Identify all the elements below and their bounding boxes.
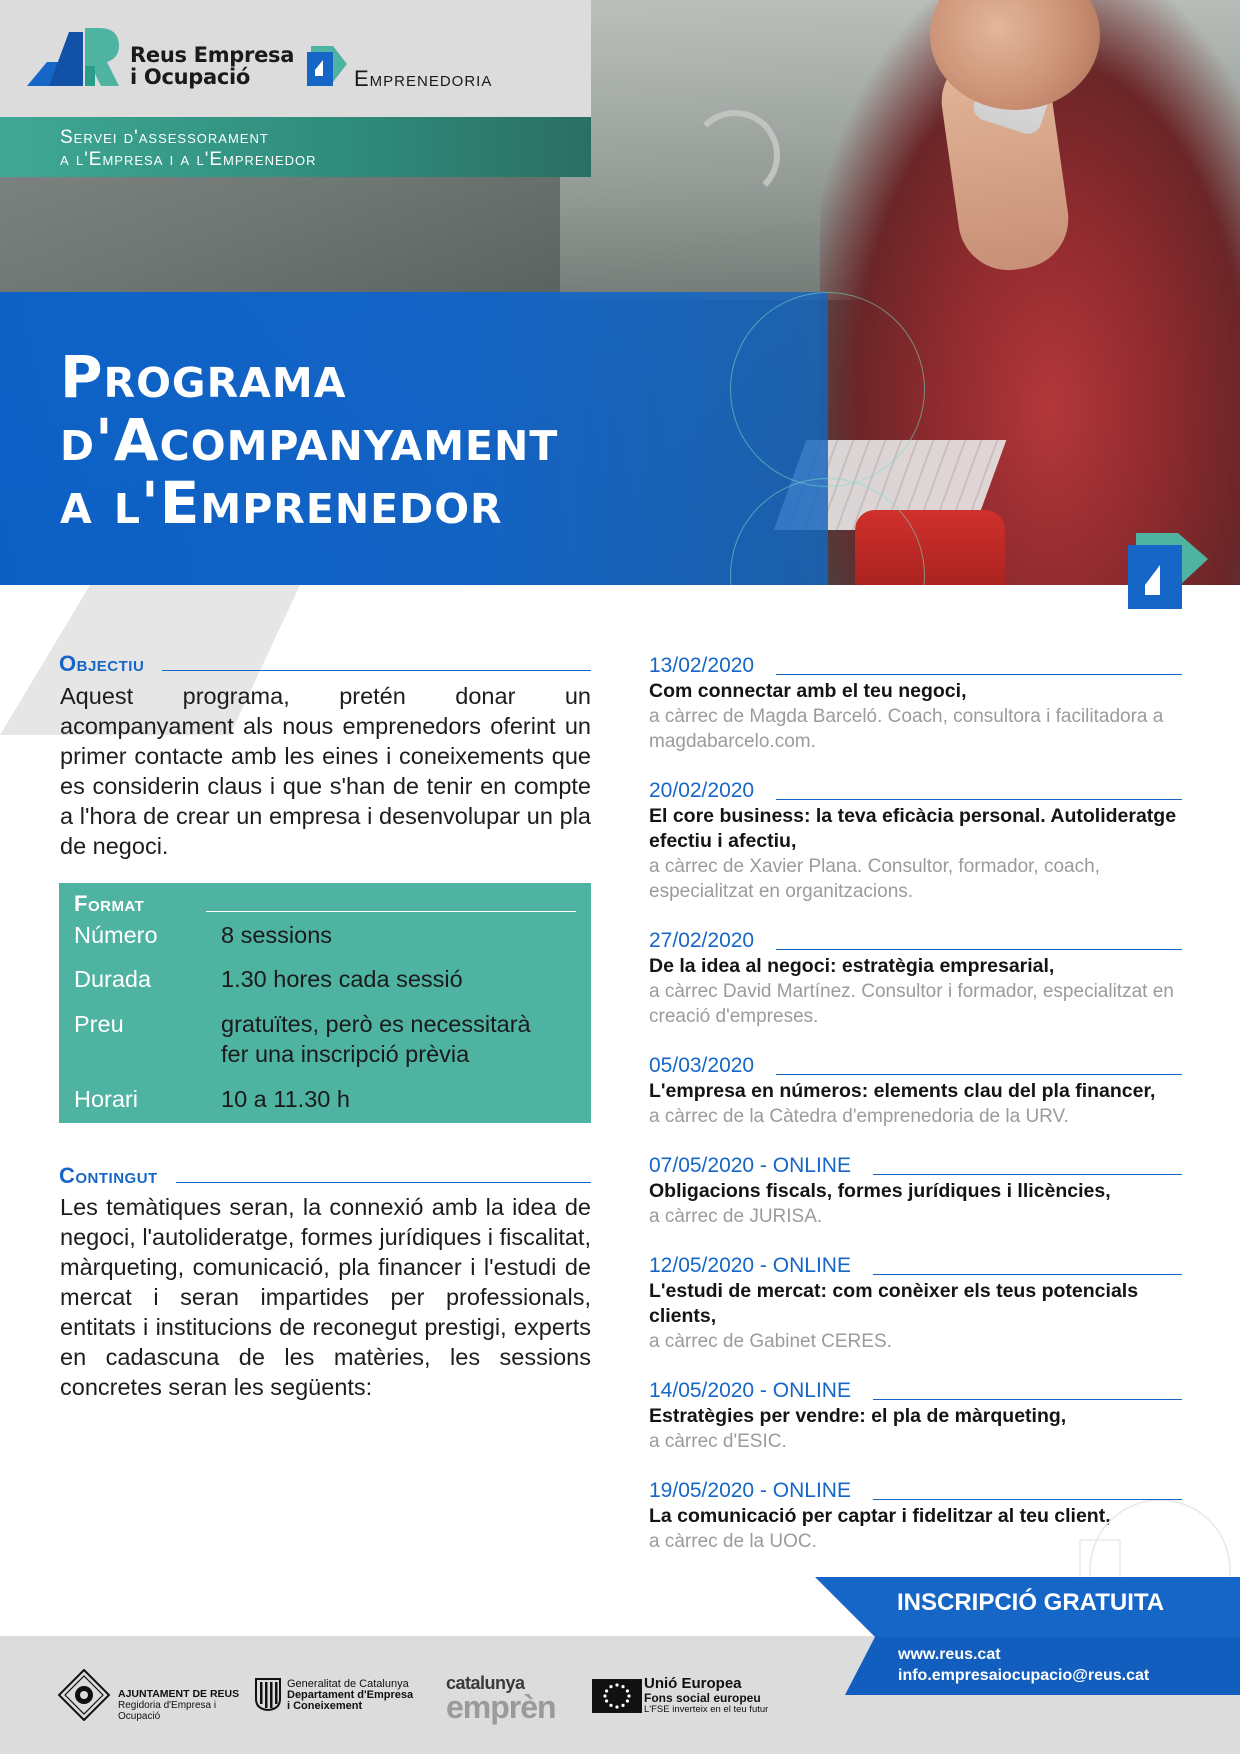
session-speaker: a càrrec de Magda Barceló. Coach, consultora i facilitadora a magdabarcelo.com. — [649, 706, 1164, 752]
session-title: L'estudi de mercat: com conèixer els teus potencials clients, — [649, 1280, 1139, 1327]
emprenedoria-label: Emprenedoria — [354, 66, 493, 91]
format-box — [59, 883, 591, 1123]
format-row-preu: Preu gratuïtes, però es necessitarà fer una inscripció prèvia — [74, 1011, 531, 1067]
session-date: 12/05/2020 - ONLINE — [649, 1254, 851, 1277]
reus-empresa-logo — [27, 26, 123, 88]
session-item — [649, 1379, 1182, 1454]
format-row-numero: Número 8 sessions — [74, 922, 333, 948]
objectiu-heading: Objectiu — [59, 651, 591, 677]
service-band — [0, 117, 591, 177]
website-link[interactable]: www.reus.cat — [898, 1646, 1001, 1663]
ajuntament-reus-logo — [58, 1669, 110, 1721]
session-date: 27/02/2020 — [649, 929, 755, 952]
session-speaker: a càrrec de la UOC. — [649, 1531, 817, 1552]
session-item — [649, 1154, 1182, 1229]
page-title: Programa d'Acompanyament a l'Emprenedor — [60, 343, 559, 537]
emprenedoria-corner-logo — [1128, 533, 1208, 616]
format-row-durada: Durada 1.30 hores cada sessió — [74, 966, 463, 992]
ajuntament-reus-label: AJUNTAMENT DE REUS Regidoria d'Empresa i Ocupació — [118, 1688, 240, 1722]
session-speaker: a càrrec de la Càtedra d'emprenedoria de la URV. — [649, 1106, 1069, 1127]
session-date: 14/05/2020 - ONLINE — [649, 1379, 851, 1402]
session-speaker: a càrrec de Xavier Plana. Consultor, formador, coach, especialitzat en organitzacions. — [649, 856, 1100, 902]
session-speaker: a càrrec de JURISA. — [649, 1206, 823, 1227]
hero-banner — [0, 0, 1240, 585]
session-date: 19/05/2020 - ONLINE — [649, 1479, 851, 1502]
session-item — [649, 1054, 1182, 1129]
session-speaker: a càrrec d'ESIC. — [649, 1431, 787, 1452]
format-row-horari: Horari 10 a 11.30 h — [74, 1086, 350, 1112]
catalunya-logo-bottom: emprèn — [446, 1689, 556, 1725]
session-date: 05/03/2020 — [649, 1054, 755, 1077]
session-title: El core business: la teva eficàcia personal. Autolideratge efectiu i afectiu, — [649, 805, 1177, 852]
session-date: 13/02/2020 — [649, 654, 755, 677]
decorative-circle — [730, 292, 925, 487]
format-heading: Format — [74, 891, 576, 917]
session-title: L'empresa en números: elements clau del pla financer, — [649, 1080, 1156, 1102]
catalunya-logo-top: catalunya — [446, 1673, 525, 1693]
eu-flag-icon — [592, 1679, 642, 1713]
objectiu-text: Aquest programa, pretén donar un acompanyament als nous emprenedors oferint un primer contacte amb les eines i coneixements que es considerin claus i que s'han de tenir en compte a l'hora de crear un empresa i desenvolupar un pla de negoci. — [60, 683, 591, 859]
eu-label: Unió Europea Fons social europeu L'FSE inverteix en el teu futur — [644, 1675, 769, 1715]
service-line-1: Servei d'assessorament — [60, 127, 269, 148]
session-speaker: a càrrec David Martínez. Consultor i formador, especialitzat en creació d'empreses. — [649, 981, 1174, 1027]
session-speaker: a càrrec de Gabinet CERES. — [649, 1331, 892, 1352]
session-date: 20/02/2020 — [649, 779, 755, 802]
session-title: Estratègies per vendre: el pla de màrqueting, — [649, 1405, 1067, 1427]
contingut-text: Les temàtiques seran, la connexió amb la idea de negoci, l'autolideratge, formes jurídiques i fiscalitat, màrqueting, comunicació, pla financer i l'estudi de mercat i seran impartides per professionals, entitats i institucions de reconegut prestigi, experts en cadascuna de les matèries, les sessions concretes seran les següents: — [60, 1194, 591, 1400]
session-title: Obligacions fiscals, formes jurídiques i llicències, — [649, 1180, 1111, 1202]
emprenedoria-logo — [305, 46, 349, 93]
contingut-heading: Contingut — [59, 1163, 591, 1189]
brand-name: Reus Empresa i Ocupació — [130, 43, 295, 89]
session-title: De la idea al negoci: estratègia empresarial, — [649, 955, 1055, 977]
session-title: La comunicació per captar i fidelitzar al teu client, — [649, 1505, 1111, 1527]
generalitat-label: Generalitat de Catalunya Departament d'Empresa i Coneixement — [287, 1678, 414, 1712]
registration-title[interactable]: INSCRIPCIÓ GRATUITA — [897, 1589, 1165, 1616]
service-line-2: a l'Empresa i a l'Emprenedor — [60, 149, 317, 170]
session-date: 07/05/2020 - ONLINE — [649, 1154, 851, 1177]
session-item — [649, 1254, 1182, 1354]
generalitat-logo — [254, 1677, 282, 1711]
session-item — [649, 779, 1182, 904]
email-link[interactable]: info.empresaiocupacio@reus.cat — [898, 1667, 1150, 1684]
session-title: Com connectar amb el teu negoci, — [649, 680, 967, 702]
session-item — [649, 654, 1182, 754]
session-item — [649, 929, 1182, 1029]
